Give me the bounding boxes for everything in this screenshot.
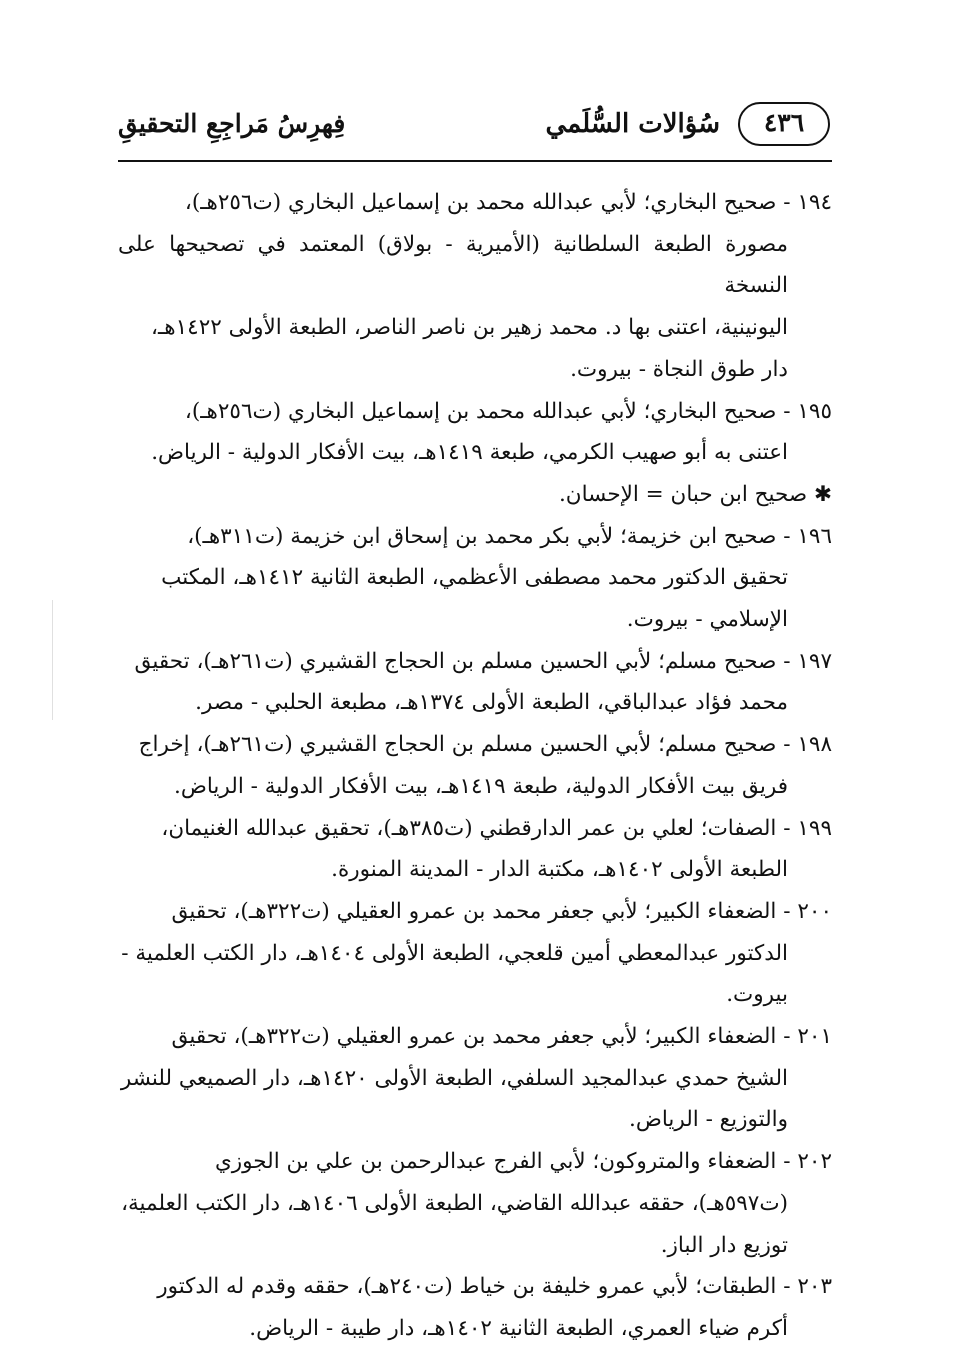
entry-first-line: ٢٠١ - الضعفاء الكبير؛ لأبي جعفر محمد بن عمرو العقيلي (ت٣٢٢هـ)، تحقيق <box>171 1024 832 1050</box>
bibliography-entry <box>118 516 832 641</box>
entry-continuation-line: أكرم ضياء العمري، الطبعة الثانية ١٤٠٢هـ، دار طيبة - الرياض. <box>249 1315 788 1341</box>
entry-continuation-line: تحقيق الدكتور محمد مصطفى الأعظمي، الطبعة الثانية ١٤١٢هـ، المكتب <box>161 565 788 591</box>
entry-continuation-line: اعتنى به أبو صهيب الكرمي، طبعة ١٤١٩هـ، بيت الأفكار الدولية - الرياض. <box>151 440 788 466</box>
entry-first-line: ١٩٧ - صحيح مسلم؛ لأبي الحسين مسلم بن الحجاج القشيري (ت٢٦١هـ)، تحقيق <box>134 648 832 674</box>
entry-continuation-line: اليونينية، اعتنى بها د. محمد زهير بن ناصر الناصر، الطبعة الأولى ١٤٢٢هـ، <box>151 315 788 341</box>
bibliography-entry <box>118 1016 832 1141</box>
bibliography-entry <box>118 1266 832 1349</box>
entry-continuation-line: بيروت. <box>726 982 788 1008</box>
entry-continuation-line: والتوزيع - الرياض. <box>629 1107 788 1133</box>
entry-continuation-line: فريق بيت الأفكار الدولية، طبعة ١٤١٩هـ، بيت الأفكار الدولية - الرياض. <box>174 773 788 799</box>
bibliography-entry <box>118 1141 832 1266</box>
entry-continuation-line: (ت٥٩٧هـ)، حققه عبدالله القاضي، الطبعة الأولى ١٤٠٦هـ، دار الكتب العلمية، <box>121 1190 788 1216</box>
bibliography-entry <box>118 808 832 891</box>
entry-continuation-line: الطبعة الأولى ١٤٠٢هـ، مكتبة الدار - المدينة المنورة. <box>331 857 788 883</box>
entry-continuation-line: الدكتور عبدالمعطي أمين قلعجي، الطبعة الأولى ١٤٠٤هـ، دار الكتب العلمية - <box>121 940 788 966</box>
bibliography-list <box>118 182 832 1350</box>
entry-continuation-line: دار طوق النجاة - بيروت. <box>570 356 788 382</box>
entry-first-line: ٢٠٣ - الطبقات؛ لأبي عمرو خليفة بن خياط (ت٢٤٠هـ)، حققه وقدم له الدكتور <box>157 1274 832 1300</box>
bibliography-entry <box>118 724 832 807</box>
bibliography-entry <box>118 182 832 391</box>
entry-first-line: ١٩٦ - صحيح ابن خزيمة؛ لأبي بكر محمد بن إسحاق ابن خزيمة (ت٣١١هـ)، <box>187 523 832 549</box>
bibliography-entry <box>118 641 832 724</box>
entry-first-line: ١٩٨ - صحيح مسلم؛ لأبي الحسين مسلم بن الحجاج القشيري (ت٢٦١هـ)، إخراج <box>138 732 832 758</box>
entry-first-line: ١٩٩ - الصفات؛ لعلي بن عمر الدارقطني (ت٣٨٥هـ)، تحقيق عبدالله الغنيمان، <box>161 815 832 841</box>
asterisk-icon: ✱ <box>813 481 832 507</box>
bibliography-entry <box>118 891 832 1016</box>
bibliography-entry <box>118 391 832 474</box>
entry-first-line: ١٩٤ - صحيح البخاري؛ لأبي عبدالله محمد بن إسماعيل البخاري (ت٢٥٦هـ)، <box>184 190 832 215</box>
entry-first-line: ١٩٥ - صحيح البخاري؛ لأبي عبدالله محمد بن إسماعيل البخاري (ت٢٥٦هـ)، <box>184 398 832 424</box>
entry-first-line: ٢٠٠ - الضعفاء الكبير؛ لأبي جعفر محمد بن عمرو العقيلي (ت٣٢٢هـ)، تحقيق <box>171 898 832 924</box>
entry-continuation-line: مصورة الطبعة السلطانية (الأميرية - بولاق) المعتمد في تصحيحها على النسخة <box>118 231 788 299</box>
page-number-badge: ٤٣٦ <box>738 102 830 146</box>
margin-mark <box>52 600 53 720</box>
page-header <box>118 98 832 162</box>
book-title: سُؤالات السُّلَمي <box>545 109 720 139</box>
entry-continuation-line: محمد فؤاد عبدالباقي، الطبعة الأولى ١٣٧٤هـ، مطبعة الحلبي - مصر. <box>195 690 788 716</box>
entry-continuation-line: الإسلامي - بيروت. <box>626 607 788 633</box>
entry-continuation-line: الشيخ حمدي عبدالمجيد السلفي، الطبعة الأولى ١٤٢٠هـ، دار الصميعي للنشر <box>120 1065 788 1091</box>
section-title: فِهرِسُ مَراجِعِ التحقيقِ <box>118 109 346 138</box>
entry-first-line: ٢٠٢ - الضعفاء والمتروكون؛ لأبي الفرج عبدالرحمن بن علي بن الجوزي <box>214 1149 832 1175</box>
entry-continuation-line: توزيع دار الباز. <box>660 1232 788 1258</box>
cross-reference <box>118 474 832 516</box>
cross-reference-text: صحيح ابن حبان = الإحسان. <box>558 481 808 507</box>
